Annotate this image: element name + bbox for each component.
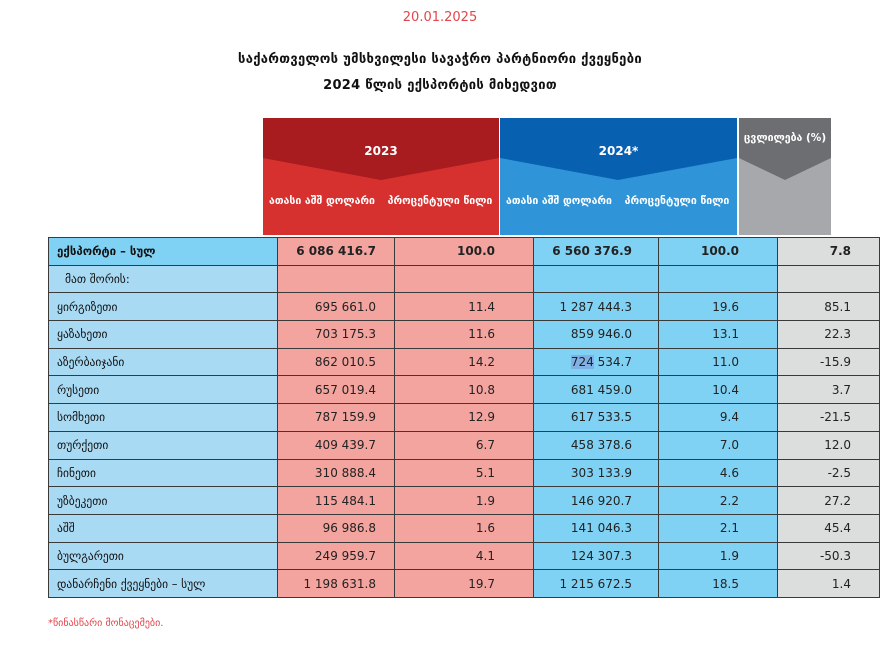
change-percent: 22.3 (778, 321, 880, 349)
empty-cell (278, 265, 395, 293)
value-2023: 96 986.8 (278, 514, 395, 542)
including-label: მათ შორის: (49, 265, 278, 293)
total-value-2024: 6 560 376.9 (534, 238, 659, 266)
country-name: აშშ (49, 514, 278, 542)
country-name: უზბეკეთი (49, 487, 278, 515)
header-2023 (263, 118, 499, 235)
header-year-2023: 2023 (364, 144, 398, 158)
country-name: ჩინეთი (49, 459, 278, 487)
export-table (48, 237, 880, 598)
share-2024: 4.6 (659, 459, 778, 487)
total-value-2023: 6 086 416.7 (278, 238, 395, 266)
country-name: ყაზახეთი (49, 321, 278, 349)
table-row (49, 570, 880, 598)
country-name: ბულგარეთი (49, 542, 278, 570)
value-2024: 1 215 672.5 (534, 570, 659, 598)
header-year-2024: 2024* (598, 144, 639, 158)
table-row (49, 348, 880, 376)
table-row (49, 404, 880, 432)
value-2024: 681 459.0 (534, 376, 659, 404)
table-row (49, 321, 880, 349)
table-row (49, 542, 880, 570)
header-2023-chevron (263, 118, 499, 235)
value-2024: 617 533.5 (534, 404, 659, 432)
change-percent: -2.5 (778, 459, 880, 487)
change-percent: 3.7 (778, 376, 880, 404)
header-change (739, 118, 831, 235)
value-2023: 115 484.1 (278, 487, 395, 515)
share-2023: 4.1 (395, 542, 534, 570)
total-name: ექსპორტი – სულ (49, 238, 278, 266)
total-row (49, 238, 880, 266)
share-2023: 12.9 (395, 404, 534, 432)
header-2024-chevron (500, 118, 737, 235)
text-selection-highlight[interactable]: 724 (570, 355, 594, 370)
change-percent: 12.0 (778, 431, 880, 459)
country-name: სომხეთი (49, 404, 278, 432)
share-2024: 18.5 (659, 570, 778, 598)
total-share-2023: 100.0 (395, 238, 534, 266)
value-2023: 862 010.5 (278, 348, 395, 376)
change-percent: 45.4 (778, 514, 880, 542)
share-2023: 6.7 (395, 431, 534, 459)
table-row (49, 376, 880, 404)
value-2024: 859 946.0 (534, 321, 659, 349)
report-date: 20.01.2025 (402, 10, 478, 25)
including-row (49, 265, 880, 293)
share-2023: 11.4 (395, 293, 534, 321)
share-2023: 19.7 (395, 570, 534, 598)
total-share-2024: 100.0 (659, 238, 778, 266)
value-2024-rest: 534.7 (593, 355, 632, 370)
table-row (49, 293, 880, 321)
table-subtitle: 2024 წლის ექსპორტის მიხედვით (323, 78, 557, 93)
change-percent: -50.3 (778, 542, 880, 570)
share-2024: 9.4 (659, 404, 778, 432)
share-2023: 5.1 (395, 459, 534, 487)
share-2024: 2.2 (659, 487, 778, 515)
table-row (49, 487, 880, 515)
value-2023: 695 661.0 (278, 293, 395, 321)
change-percent: 85.1 (778, 293, 880, 321)
footnote: *წინასწარი მონაცემები. (48, 618, 164, 629)
value-2023: 409 439.7 (278, 431, 395, 459)
value-2023: 249 959.7 (278, 542, 395, 570)
header-2024-value: ათასი აშშ დოლარი (506, 195, 612, 207)
country-name: აზერბაიჯანი (49, 348, 278, 376)
share-2023: 14.2 (395, 348, 534, 376)
change-percent: 1.4 (778, 570, 880, 598)
country-name: თურქეთი (49, 431, 278, 459)
share-2024: 13.1 (659, 321, 778, 349)
header-2023-value: ათასი აშშ დოლარი (269, 195, 375, 207)
change-percent: -15.9 (778, 348, 880, 376)
table-row (49, 459, 880, 487)
share-2024: 10.4 (659, 376, 778, 404)
table-row (49, 431, 880, 459)
value-2024: 1 287 444.3 (534, 293, 659, 321)
share-2023: 1.6 (395, 514, 534, 542)
country-name: ყირგიზეთი (49, 293, 278, 321)
table-row (49, 514, 880, 542)
empty-cell (659, 265, 778, 293)
header-2024 (500, 118, 737, 235)
header-2024-share: პროცენტული წილი (624, 195, 730, 207)
value-2024: 303 133.9 (534, 459, 659, 487)
share-2024: 7.0 (659, 431, 778, 459)
change-percent: 27.2 (778, 487, 880, 515)
value-2023: 1 198 631.8 (278, 570, 395, 598)
empty-cell (778, 265, 880, 293)
value-2023: 787 159.9 (278, 404, 395, 432)
value-2024 (534, 348, 659, 376)
share-2024: 2.1 (659, 514, 778, 542)
table-title: საქართველოს უმსხვილესი სავაჭრო პარტნიორი ქვეყნები (238, 52, 642, 67)
share-2023: 10.8 (395, 376, 534, 404)
share-2024: 19.6 (659, 293, 778, 321)
country-name: რუსეთი (49, 376, 278, 404)
change-percent: -21.5 (778, 404, 880, 432)
value-2023: 310 888.4 (278, 459, 395, 487)
empty-cell (534, 265, 659, 293)
value-2024: 146 920.7 (534, 487, 659, 515)
total-change: 7.8 (778, 238, 880, 266)
header-change-label: ცვლილება (%) (743, 132, 827, 144)
value-2024: 141 046.3 (534, 514, 659, 542)
value-2023: 703 175.3 (278, 321, 395, 349)
value-2024: 458 378.6 (534, 431, 659, 459)
share-2024: 1.9 (659, 542, 778, 570)
share-2024: 11.0 (659, 348, 778, 376)
value-2024: 124 307.3 (534, 542, 659, 570)
header-2023-share: პროცენტული წილი (387, 195, 493, 207)
share-2023: 1.9 (395, 487, 534, 515)
value-2023: 657 019.4 (278, 376, 395, 404)
empty-cell (395, 265, 534, 293)
country-name: დანარჩენი ქვეყნები – სულ (49, 570, 278, 598)
share-2023: 11.6 (395, 321, 534, 349)
